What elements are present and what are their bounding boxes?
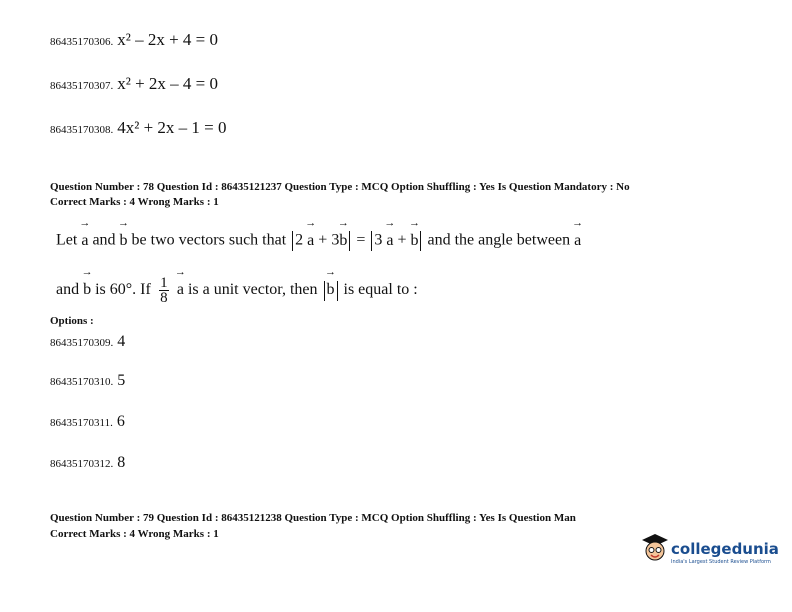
prev-option-3 xyxy=(50,118,227,138)
vector-a: → a xyxy=(81,232,88,250)
question-78-marks: Correct Marks : 4 Wrong Marks : 1 xyxy=(50,196,219,208)
option-value: 6 xyxy=(116,413,125,430)
option-value: 4 xyxy=(117,333,126,350)
abs-bar xyxy=(349,231,350,251)
question-78-line-1: Let → a and → b be two vectors such that 2 → a + 3→ b = 3 → a + → b and the angle between → a xyxy=(56,231,581,251)
abs-bar xyxy=(371,231,372,251)
abs-bar xyxy=(324,281,325,301)
question-79-meta: Question Number : 79 Question Id : 86435121238 Question Type : MCQ Option Shuffling : Yes Is Question Man xyxy=(50,512,576,524)
option-id: 86435170309. xyxy=(50,337,114,349)
option-expression: 4x² + 2x – 1 = 0 xyxy=(117,118,227,137)
brand-tagline: India's Largest Student Review Platform xyxy=(671,559,771,565)
option-expression: x² + 2x – 4 = 0 xyxy=(117,74,219,93)
abs-bar xyxy=(420,231,421,251)
fraction: $\frac{1}{8}$ xyxy=(160,275,168,306)
option-id: 86435170308. xyxy=(50,124,114,136)
collegedunia-logo xyxy=(641,533,669,568)
option-value: 5 xyxy=(117,372,126,389)
option-id: 86435170312. xyxy=(50,458,114,470)
graduate-mascot-icon xyxy=(641,533,669,563)
option-1[interactable] xyxy=(50,333,125,351)
prev-option-1 xyxy=(50,30,218,50)
option-value: 8 xyxy=(117,454,126,471)
question-78-meta: Question Number : 78 Question Id : 86435121237 Question Type : MCQ Option Shuffling : Yes Is Question Mandatory : No xyxy=(50,181,630,193)
abs-bar xyxy=(337,281,338,301)
option-3[interactable] xyxy=(50,413,125,431)
question-78-line-2: and → b is 60°. If $\frac{1}{8}$ → a is a unit vector, then → b is equal to : xyxy=(56,276,418,305)
option-4[interactable] xyxy=(50,454,125,472)
vector-b: → b xyxy=(120,232,128,250)
abs-bar xyxy=(292,231,293,251)
option-id: 86435170311. xyxy=(50,417,113,429)
options-label: Options : xyxy=(50,315,94,327)
option-expression: x² – 2x + 4 = 0 xyxy=(117,30,219,49)
question-79-marks: Correct Marks : 4 Wrong Marks : 1 xyxy=(50,528,219,540)
option-id: 86435170307. xyxy=(50,80,114,92)
option-id: 86435170310. xyxy=(50,376,114,388)
brand-name: collegedunia xyxy=(671,540,779,558)
prev-option-2 xyxy=(50,74,218,94)
option-id: 86435170306. xyxy=(50,36,114,48)
option-2[interactable] xyxy=(50,372,125,390)
